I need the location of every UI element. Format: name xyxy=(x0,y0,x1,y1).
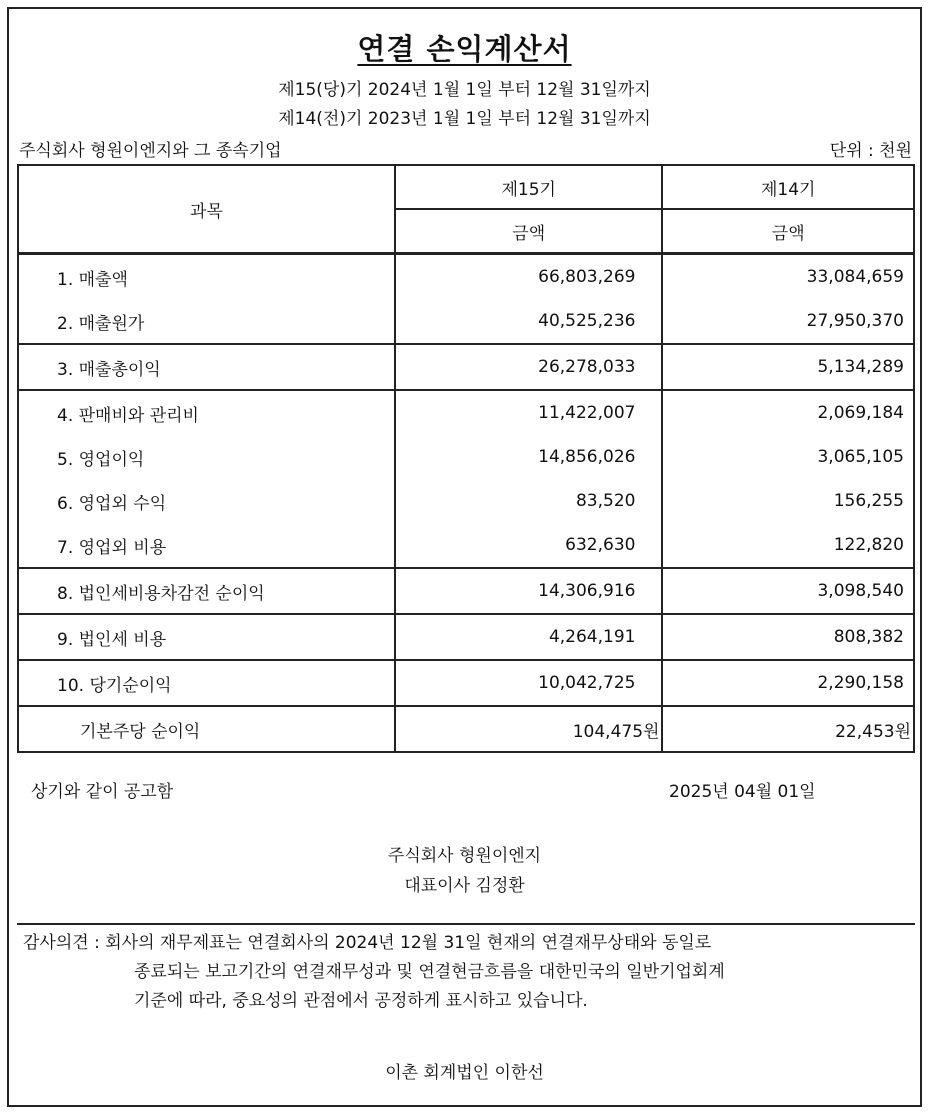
row-current: 14,856,026 xyxy=(395,435,663,479)
header-current-amount: 금액 xyxy=(395,209,663,254)
table-row xyxy=(18,523,914,568)
row-current: 632,630 xyxy=(395,523,663,568)
notice-date: 2025년 04월 01일 xyxy=(669,782,816,802)
row-current: 26,278,033 xyxy=(395,344,663,390)
row-prior: 3,065,105 xyxy=(662,435,914,479)
row-prior: 808,382 xyxy=(662,614,914,660)
row-item: 8. 법인세비용차감전 순이익 xyxy=(18,568,395,614)
row-item: 9. 법인세 비용 xyxy=(18,614,395,660)
header-prior-amount: 금액 xyxy=(662,209,914,254)
row-item: 7. 영업외 비용 xyxy=(18,523,395,568)
row-item: 10. 당기순이익 xyxy=(18,660,395,706)
row-current: 10,042,725 xyxy=(395,660,663,706)
unit-label: 단위 : 천원 xyxy=(829,141,912,161)
row-current: 11,422,007 xyxy=(395,390,663,435)
audit-opinion-line-1: 감사의견 : 회사의 재무제표는 연결회사의 2024년 12월 31일 현재의 연결재무상태와 동일로 xyxy=(23,933,712,953)
table-row xyxy=(18,254,914,300)
row-item: 2. 매출원가 xyxy=(18,299,395,344)
notice-text: 상기와 같이 공고함 xyxy=(31,782,174,802)
row-prior: 2,069,184 xyxy=(662,390,914,435)
row-prior: 122,820 xyxy=(662,523,914,568)
row-current: 83,520 xyxy=(395,479,663,523)
row-prior: 5,134,289 xyxy=(662,344,914,390)
table-row xyxy=(18,299,914,344)
table-row xyxy=(18,706,914,752)
header-item: 과목 xyxy=(18,165,395,254)
audit-opinion xyxy=(23,929,903,1016)
row-current: 4,264,191 xyxy=(395,614,663,660)
table-row xyxy=(18,435,914,479)
row-prior: 2,290,158 xyxy=(662,660,914,706)
row-prior: 3,098,540 xyxy=(662,568,914,614)
table-row xyxy=(18,568,914,614)
table-row xyxy=(18,614,914,660)
table-row xyxy=(18,344,914,390)
row-item: 기본주당 순이익 xyxy=(18,706,395,752)
period-prior: 제14(전)기 2023년 1월 1일 부터 12월 31일까지 xyxy=(278,109,651,129)
row-prior: 33,084,659 xyxy=(662,254,914,300)
row-current: 104,475원 xyxy=(395,706,663,752)
row-current: 66,803,269 xyxy=(395,254,663,300)
header-current-period: 제15기 xyxy=(395,165,663,209)
row-prior: 27,950,370 xyxy=(662,299,914,344)
row-current: 14,306,916 xyxy=(395,568,663,614)
row-item: 1. 매출액 xyxy=(18,254,395,300)
audit-divider xyxy=(17,923,915,925)
table-row xyxy=(18,660,914,706)
financial-statement-notice xyxy=(7,7,922,1107)
row-item: 5. 영업이익 xyxy=(18,435,395,479)
company-name: 주식회사 형원이엔지와 그 종속기업 xyxy=(19,141,282,161)
row-current: 40,525,236 xyxy=(395,299,663,344)
audit-opinion-line-3: 기준에 따라, 중요성의 관점에서 공정하게 표시하고 있습니다. xyxy=(134,991,588,1011)
row-item: 6. 영업외 수익 xyxy=(18,479,395,523)
header-prior-period: 제14기 xyxy=(662,165,914,209)
table-row xyxy=(18,479,914,523)
document-title: 연결 손익계산서 xyxy=(357,32,572,66)
period-current: 제15(당)기 2024년 1월 1일 부터 12월 31일까지 xyxy=(278,80,651,100)
signature-ceo: 대표이사 김정환 xyxy=(404,876,525,896)
table-row xyxy=(18,390,914,435)
auditor-name: 이촌 회계법인 이한선 xyxy=(385,1063,544,1083)
row-item: 4. 판매비와 관리비 xyxy=(18,390,395,435)
row-prior: 22,453원 xyxy=(662,706,914,752)
audit-opinion-line-2: 종료되는 보고기간의 연결재무성과 및 연결현금흐름을 대한민국의 일반기업회계 xyxy=(134,962,725,982)
income-statement-table xyxy=(17,164,915,753)
row-item: 3. 매출총이익 xyxy=(18,344,395,390)
signature-company: 주식회사 형원이엔지 xyxy=(387,846,542,866)
row-prior: 156,255 xyxy=(662,479,914,523)
